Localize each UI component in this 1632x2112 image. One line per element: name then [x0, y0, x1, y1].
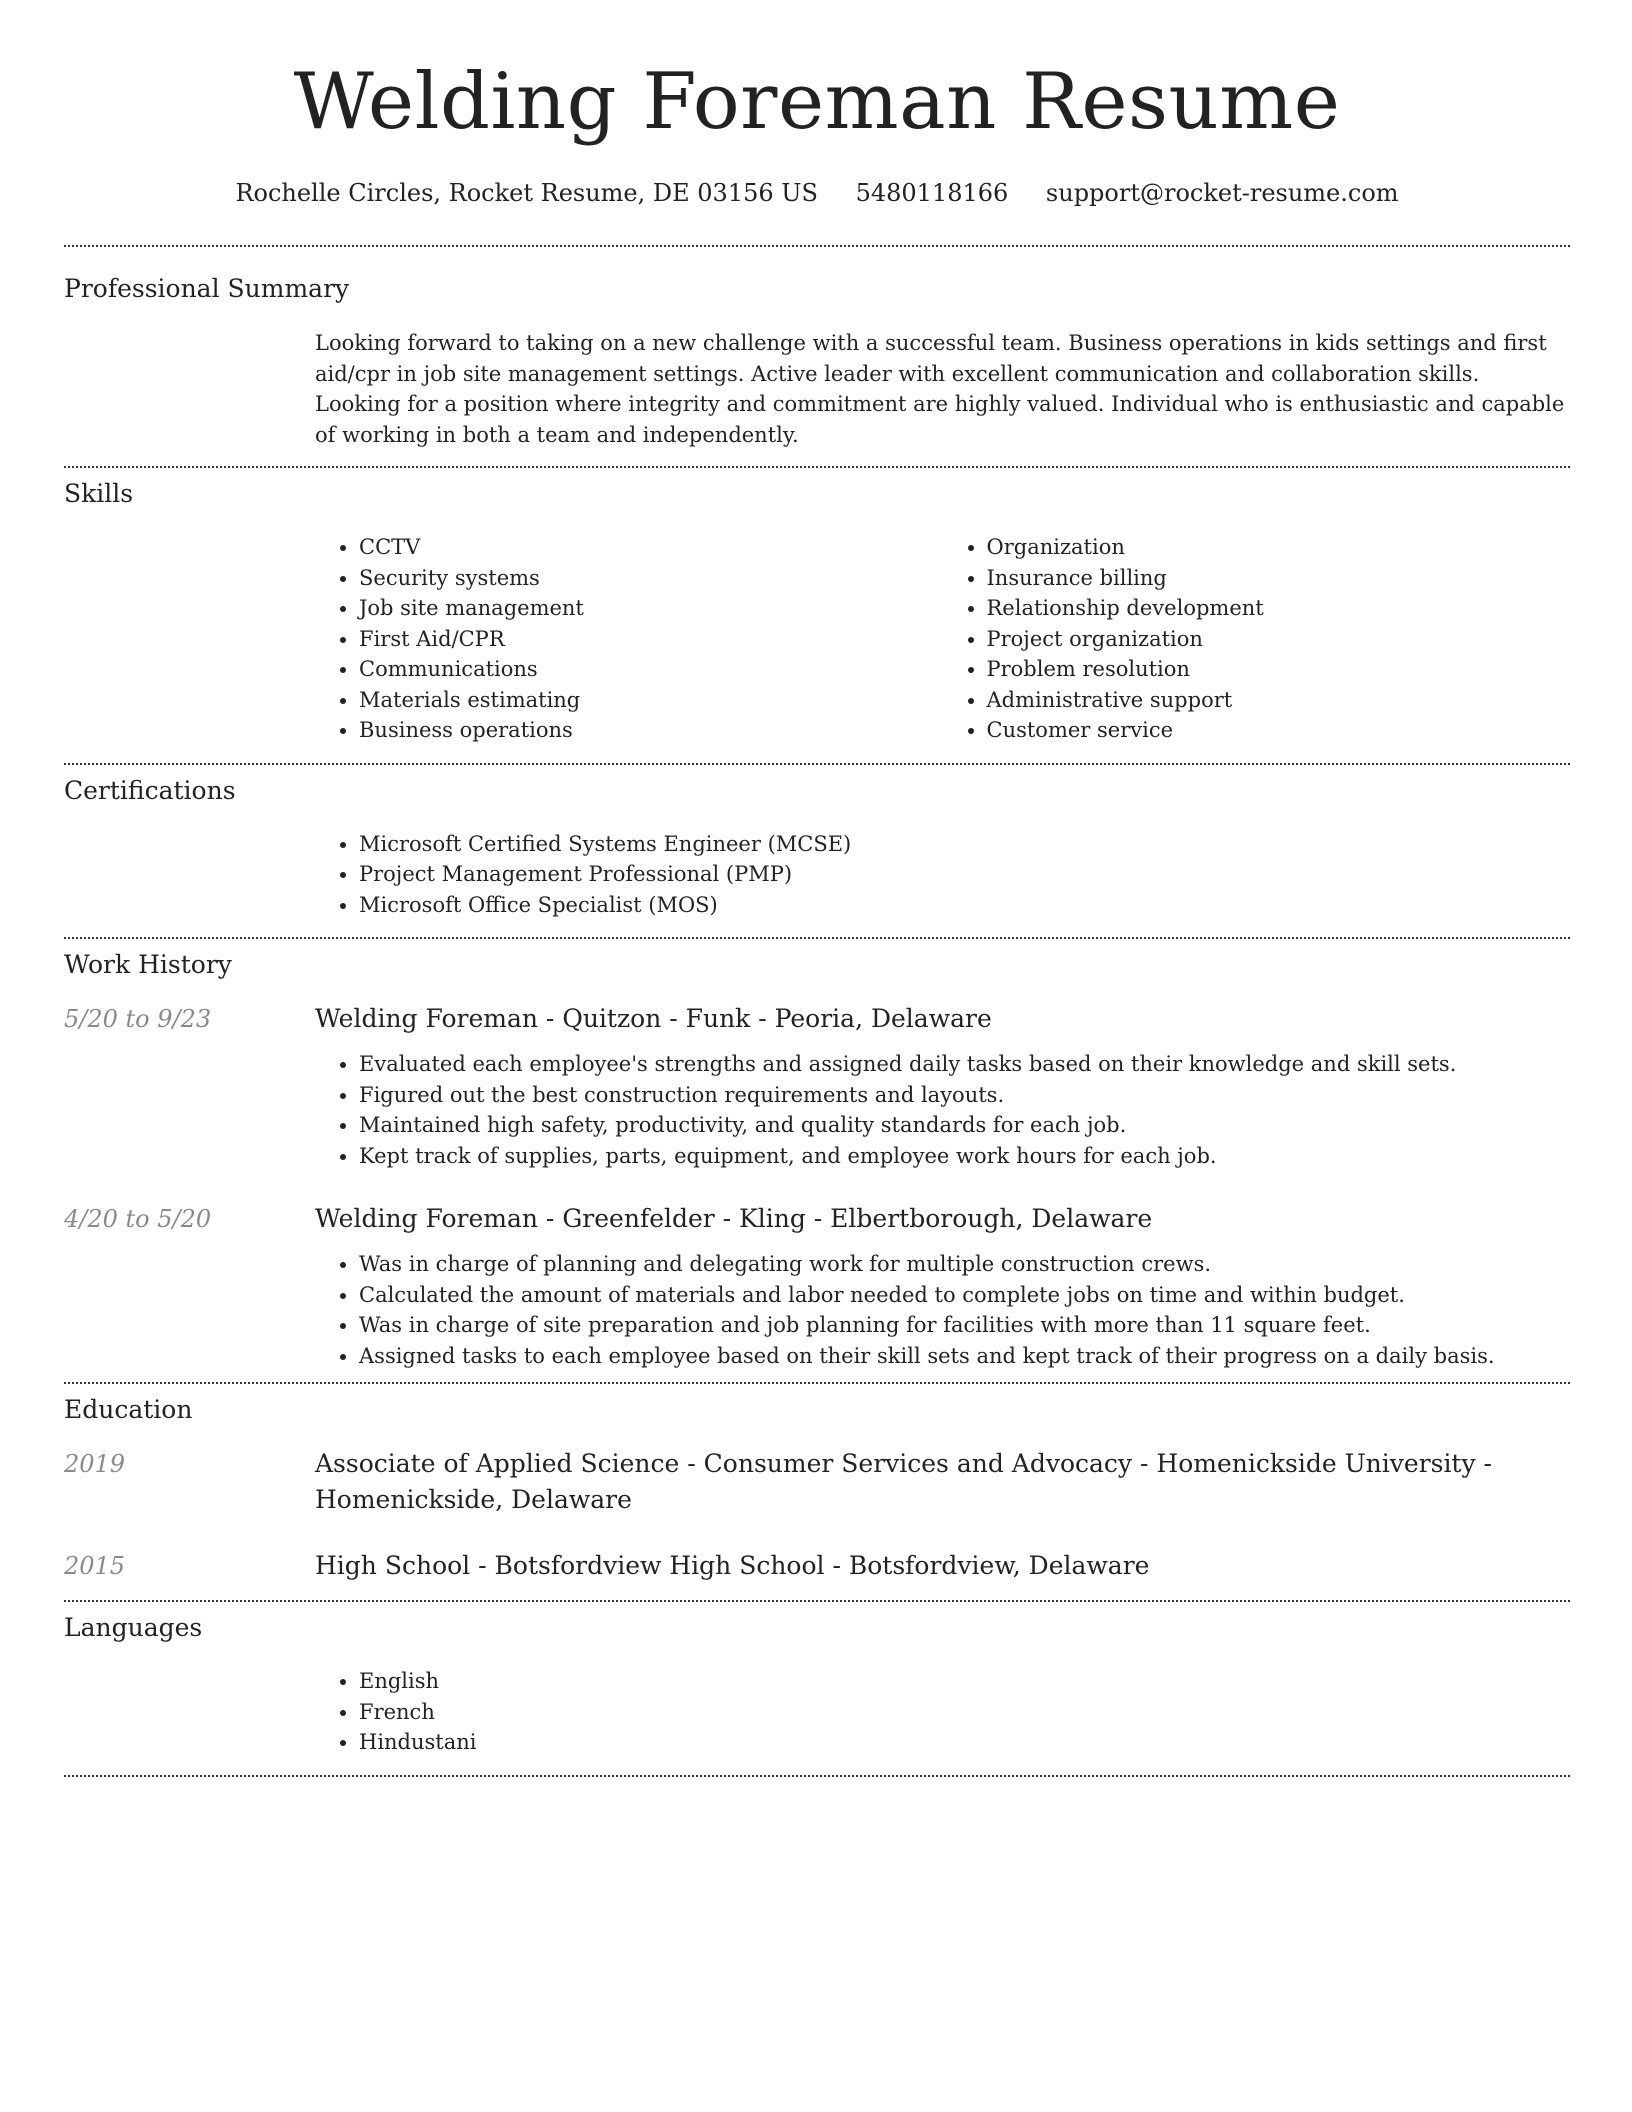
job-dates: 4/20 to 5/20 [64, 1205, 212, 1233]
list-item: • First Aid/CPR [359, 624, 943, 655]
list-item: • Assigned tasks to each employee based on their skill sets and kept track of their progress on a daily basis. [359, 1341, 1570, 1372]
divider [64, 1775, 1570, 1777]
contact-address: Rochelle Circles, Rocket Resume, DE 03156 US [235, 179, 818, 207]
job-entry [64, 1001, 1570, 1171]
contact-phone: 5480118166 [855, 179, 1009, 207]
languages-section [64, 1602, 1570, 1758]
job-dates: 5/20 to 9/23 [64, 1005, 212, 1033]
section-title-skills: Skills [64, 479, 134, 508]
summary-section [64, 247, 1570, 450]
list-item: • Was in charge of planning and delegating work for multiple construction crews. [359, 1249, 1570, 1280]
job-heading: Welding Foreman - Quitzon - Funk - Peoria, Delaware [315, 1004, 992, 1033]
section-title-certifications: Certifications [64, 775, 236, 805]
section-title-summary: Professional Summary [64, 274, 350, 303]
list-item: • Customer service [987, 715, 1571, 746]
resume-page [64, 0, 1570, 1777]
education-entry [64, 1548, 1570, 1584]
skills-section [64, 468, 1570, 746]
list-item: • Project organization [987, 624, 1571, 655]
list-item: • Microsoft Certified Systems Engineer (MCSE) [359, 829, 1570, 860]
list-item: • Calculated the amount of materials and labor needed to complete jobs on time and within budget. [359, 1280, 1570, 1311]
education-school: - Botsfordview High School - Botsfordview, Delaware [470, 1551, 1150, 1580]
list-item: • Insurance billing [987, 563, 1571, 594]
education-school: - Homenickside University - Homenickside, Delaware [315, 1449, 1492, 1514]
list-item: • Job site management [359, 593, 943, 624]
job-bullets [315, 1249, 1570, 1371]
list-item: • Organization [987, 532, 1571, 563]
list-item: • Problem resolution [987, 654, 1571, 685]
list-item: • Evaluated each employee's strengths and assigned daily tasks based on their knowledge and skill sets. [359, 1049, 1570, 1080]
list-item: • French [359, 1697, 1570, 1728]
list-item: • Materials estimating [359, 685, 943, 716]
list-item: • Kept track of supplies, parts, equipment, and employee work hours for each job. [359, 1141, 1570, 1172]
list-item: • English [359, 1666, 1570, 1697]
education-year: 2015 [64, 1552, 126, 1580]
section-title-education: Education [64, 1395, 193, 1424]
list-item: • Maintained high safety, productivity, and quality standards for each job. [359, 1110, 1570, 1141]
education-degree: High School [315, 1551, 471, 1580]
contact-email: support@rocket-resume.com [1045, 179, 1399, 207]
education-heading [315, 1446, 1570, 1518]
list-item: • Microsoft Office Specialist (MOS) [359, 890, 1570, 921]
summary-text: Looking forward to taking on a new challenge with a successful team. Business operations in kids settings and first aid/cpr in job site management settings. Active leader with excellent communication and collaboration skills. Looking for a position where integrity and commitment are highly valued. Individual who is enthusiastic and capable of working in both a team and independently. [315, 331, 1565, 447]
education-degree: Associate of Applied Science - Consumer Services and Advocacy [315, 1449, 1133, 1478]
skills-list-right [943, 532, 1571, 746]
list-item: • Communications [359, 654, 943, 685]
section-title-languages: Languages [64, 1613, 203, 1642]
certifications-section [64, 765, 1570, 921]
list-item: • Project Management Professional (PMP) [359, 859, 1570, 890]
list-item: • Relationship development [987, 593, 1571, 624]
job-heading: Welding Foreman - Greenfelder - Kling - Elbertborough, Delaware [315, 1204, 1153, 1233]
work-history-section [64, 939, 1570, 1371]
list-item: • CCTV [359, 532, 943, 563]
languages-list [315, 1666, 1570, 1758]
contact-line [64, 178, 1570, 208]
job-entry [64, 1201, 1570, 1371]
job-bullets [315, 1049, 1570, 1171]
skills-list-left [315, 532, 943, 746]
list-item: • Hindustani [359, 1727, 1570, 1758]
list-item: • Business operations [359, 715, 943, 746]
education-entry [64, 1446, 1570, 1518]
list-item: • Was in charge of site preparation and job planning for facilities with more than 11 square feet. [359, 1310, 1570, 1341]
education-heading [315, 1548, 1570, 1584]
list-item: • Security systems [359, 563, 943, 594]
resume-title: Welding Foreman Resume [293, 57, 1341, 147]
certifications-list [315, 829, 1570, 921]
education-year: 2019 [64, 1450, 126, 1478]
list-item: • Administrative support [987, 685, 1571, 716]
section-title-work: Work History [64, 950, 232, 979]
list-item: • Figured out the best construction requirements and layouts. [359, 1080, 1570, 1111]
education-section [64, 1384, 1570, 1584]
